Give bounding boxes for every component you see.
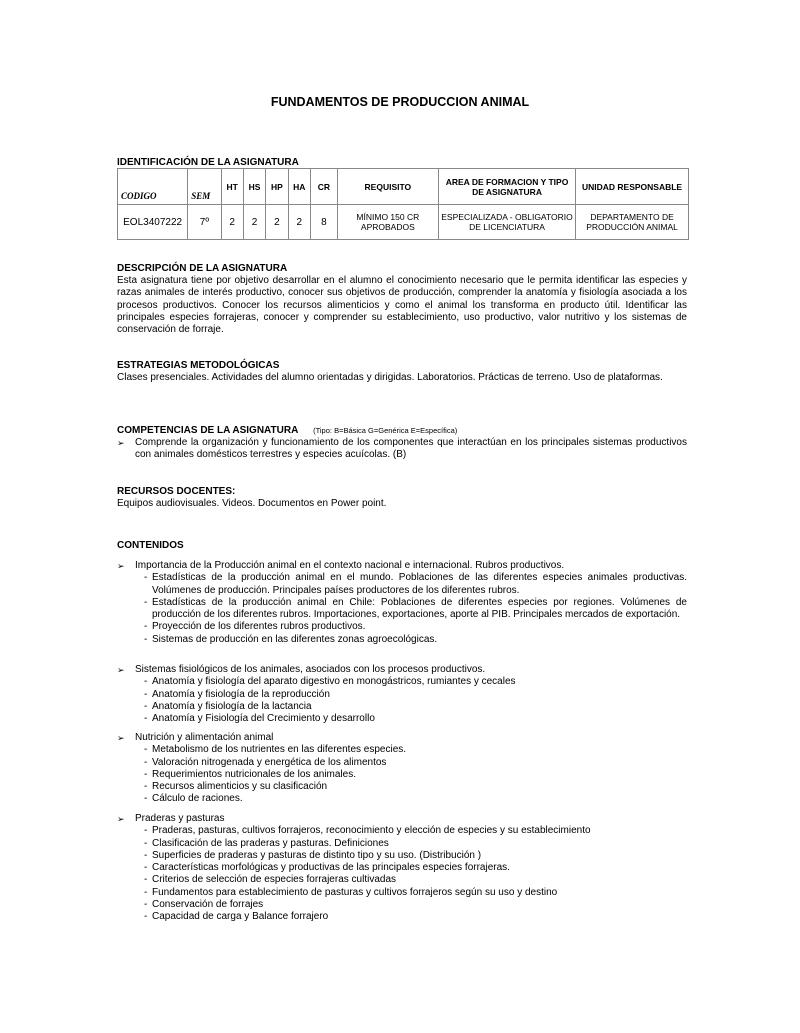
list-item-text: Conservación de forrajes [152, 899, 264, 911]
list-item-text: Cálculo de raciones. [152, 793, 243, 805]
table-cell: EOL3407222 [118, 205, 188, 240]
contenidos-section [117, 813, 687, 924]
list-item [117, 437, 687, 462]
dash-bullet-icon: - [144, 744, 148, 756]
subitem-list [135, 744, 687, 805]
table-header: UNIDAD RESPONSABLE [576, 169, 689, 205]
table-header-row [118, 169, 689, 205]
dash-bullet-icon: - [144, 825, 148, 837]
descripcion-heading: DESCRIPCIÓN DE LA ASIGNATURA [117, 263, 288, 274]
section-title: Importancia de la Producción animal en el contexto nacional e internacional. Rubros productivos. [135, 560, 565, 571]
table-cell: 7º [188, 205, 221, 240]
dash-bullet-icon: - [144, 700, 148, 712]
list-item [135, 850, 687, 862]
list-item [135, 911, 687, 923]
list-item [135, 793, 687, 805]
list-item-text: Requerimientos nutricionales de los animales. [152, 768, 356, 780]
contenidos-section [117, 560, 687, 646]
dash-bullet-icon: - [144, 596, 148, 608]
list-item [135, 769, 687, 781]
table-cell: ESPECIALIZADA - OBLIGATORIO DE LICENCIATURA [438, 205, 575, 240]
section-title: Sistemas fisiológicos de los animales, asociados con los procesos productivos. [135, 664, 486, 675]
list-item [135, 634, 687, 646]
list-item-text: Anatomía y Fisiología del Crecimiento y desarrollo [152, 713, 375, 725]
subitem-list [135, 825, 687, 923]
arrow-bullet-icon: ➢ [117, 814, 125, 824]
table-cell: 2 [288, 205, 310, 240]
competencias-heading-line [117, 425, 457, 436]
table-header: AREA DE FORMACION Y TIPO DE ASIGNATURA [438, 169, 575, 205]
list-item-text: Características morfológicas y productivas de las principales especies forrajeras. [152, 862, 510, 874]
dash-bullet-icon: - [144, 621, 148, 633]
list-item-text: Anatomía y fisiología de la lactancia [152, 700, 312, 712]
table-cell: MÍNIMO 150 CR APROBADOS [337, 205, 438, 240]
dash-bullet-icon: - [144, 849, 148, 861]
list-item [135, 781, 687, 793]
list-item-text: Recursos alimenticios y su clasificación [152, 781, 328, 793]
list-item [135, 676, 687, 688]
table-header: SEM [188, 169, 221, 205]
list-item [135, 701, 687, 713]
section-title: Nutrición y alimentación animal [135, 732, 274, 743]
recursos-text: Equipos audiovisuales. Videos. Documentos en Power point. [117, 498, 387, 509]
list-item [135, 744, 687, 756]
contenidos-section [117, 664, 687, 725]
dash-bullet-icon: - [144, 768, 148, 780]
estrategias-heading: ESTRATEGIAS METODOLÓGICAS [117, 360, 280, 371]
recursos-heading: RECURSOS DOCENTES: [117, 486, 236, 497]
competencias-heading: COMPETENCIAS DE LA ASIGNATURA [117, 425, 299, 436]
table-header: REQUISITO [337, 169, 438, 205]
list-item [135, 689, 687, 701]
table-cell: 2 [243, 205, 265, 240]
list-item [117, 813, 687, 924]
list-item-text: Anatomía y fisiología del aparato digestivo en monogástricos, rumiantes y cecales [152, 676, 516, 688]
competencias-tipo-legend: (Tipo: B=Básica G=Genérica E=Específica) [313, 426, 458, 435]
arrow-bullet-icon: ➢ [117, 438, 125, 448]
dash-bullet-icon: - [144, 756, 148, 768]
contenidos-section [117, 732, 687, 806]
list-item [117, 664, 687, 725]
list-item-text: Fundamentos para establecimiento de pasturas y cultivos forrajeros según su uso y destino [152, 886, 558, 898]
list-item [135, 887, 687, 899]
list-item-text: Anatomía y fisiología de la reproducción [152, 688, 330, 700]
list-item [135, 757, 687, 769]
estrategias-text: Clases presenciales. Actividades del alumno orientadas y dirigidas. Laboratorios. Prácticas de terreno. Uso de plataformas. [117, 372, 663, 383]
dash-bullet-icon: - [144, 886, 148, 898]
table-header: HP [266, 169, 288, 205]
dash-bullet-icon: - [144, 899, 148, 911]
dash-bullet-icon: - [144, 793, 148, 805]
table-row [118, 205, 689, 240]
list-item [135, 825, 687, 837]
list-item [135, 597, 687, 622]
list-item-text: Capacidad de carga y Balance forrajero [152, 911, 329, 923]
table-header: HS [243, 169, 265, 205]
list-item [135, 899, 687, 911]
list-item-text: Sistemas de producción en las diferentes zonas agroecológicas. [152, 633, 438, 645]
dash-bullet-icon: - [144, 874, 148, 886]
dash-bullet-icon: - [144, 713, 148, 725]
identificacion-heading: IDENTIFICACIÓN DE LA ASIGNATURA [117, 157, 299, 168]
list-item-text: Proyección de los diferentes rubros productivos. [152, 621, 366, 633]
list-item [117, 732, 687, 806]
identificacion-table [117, 168, 689, 240]
competencia-text: Comprende la organización y funcionamiento de los componentes que interactúan en los principales sistemas productivos con animales domésticos terrestres y especies acuícolas. (B) [135, 437, 687, 461]
list-item-text: Estadísticas de la producción animal en el mundo. Poblaciones de las diferentes especies animales productivas. Volúmenes de producción. Principales países productores de los diferentes rubros. [152, 572, 687, 596]
table-cell: 2 [266, 205, 288, 240]
list-item-text: Praderas, pasturas, cultivos forrajeros, reconocimiento y elección de especies y su establecimiento [152, 825, 591, 837]
list-item [135, 838, 687, 850]
table-cell: 2 [221, 205, 243, 240]
arrow-bullet-icon: ➢ [117, 665, 125, 675]
competencias-list [117, 437, 687, 462]
list-item-text: Criterios de selección de especies forrajeras cultivadas [152, 874, 397, 886]
arrow-bullet-icon: ➢ [117, 733, 125, 743]
list-item-text: Clasificación de las praderas y pasturas. Definiciones [152, 837, 389, 849]
dash-bullet-icon: - [144, 688, 148, 700]
subitem-list [135, 676, 687, 725]
list-item [135, 862, 687, 874]
subitem-list [135, 572, 687, 646]
list-item [135, 874, 687, 886]
dash-bullet-icon: - [144, 676, 148, 688]
list-item-text: Valoración nitrogenada y energética de los alimentos [152, 756, 387, 768]
dash-bullet-icon: - [144, 911, 148, 923]
dash-bullet-icon: - [144, 837, 148, 849]
table-header: HT [221, 169, 243, 205]
dash-bullet-icon: - [144, 781, 148, 793]
dash-bullet-icon: - [144, 862, 148, 874]
section-title: Praderas y pasturas [135, 813, 225, 824]
table-header: CODIGO [118, 169, 188, 205]
arrow-bullet-icon: ➢ [117, 561, 125, 571]
table-cell: 8 [311, 205, 338, 240]
table-cell: DEPARTAMENTO DE PRODUCCIÓN ANIMAL [576, 205, 689, 240]
list-item [135, 572, 687, 597]
contenidos-heading: CONTENIDOS [117, 540, 184, 551]
dash-bullet-icon: - [144, 633, 148, 645]
document-title: FUNDAMENTOS DE PRODUCCION ANIMAL [270, 95, 530, 109]
list-item [117, 560, 687, 646]
table-header: HA [288, 169, 310, 205]
list-item [135, 713, 687, 725]
list-item [135, 621, 687, 633]
list-item-text: Estadísticas de la producción animal en Chile: Poblaciones de diferentes especies por regiones. Volúmenes de producción de los diferentes rubros. Importaciones, exportaciones, aporte al PIB. Principales mercados de exportación. [152, 596, 687, 621]
table-header: CR [311, 169, 338, 205]
descripcion-text: Esta asignatura tiene por objetivo desarrollar en el alumno el conocimiento necesario que le permita identificar las especies y razas animales de interés productivo, conocer sus objetivos de producción, comprender la anatomía y fisiología asociada a los procesos productivos. Conocer los recursos alimenticios y como el animal los transforma en producto útil. Identificar las principales especies forrajeras, conocer y comprender su establecimiento, uso productivo, valor nutritivo y los sistemas de conservación de forraje. [117, 275, 687, 336]
list-item-text: Metabolismo de los nutrientes en las diferentes especies. [152, 744, 407, 756]
dash-bullet-icon: - [144, 572, 148, 584]
list-item-text: Superficies de praderas y pasturas de distinto tipo y su uso. (Distribución ) [152, 849, 482, 861]
